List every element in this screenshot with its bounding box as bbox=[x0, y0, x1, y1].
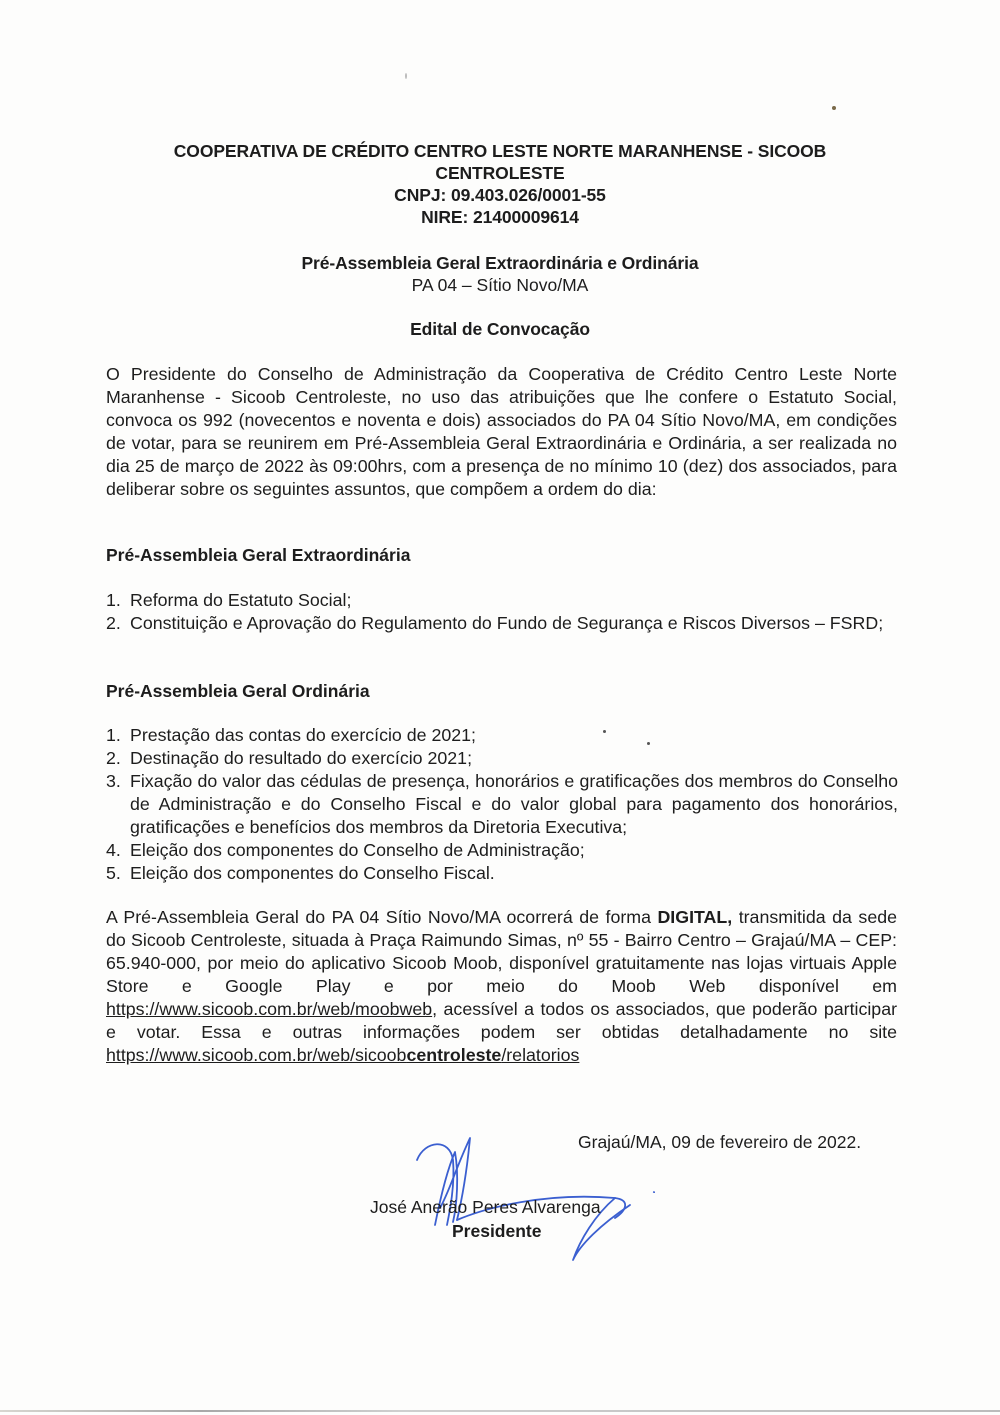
intro-paragraph: O Presidente do Conselho de Administração da Cooperativa de Crédito Centro Leste Norte Maranhense - Sicoob Centroleste, no uso das atribuições que lhe confere o Estatuto Social, convoca os 992 (novecentos e noventa e dois) associados do PA 04 Sítio Novo/MA, em condições de votar, para se reunirem em Pré-Assembleia Geral Extraordinária e Ordinária, a ser realizada no dia 25 de março de 2022 às 09:00hrs, com a presença de no mínimo 10 (dez) dos associados, para deliberar sobre os seguintes assuntos, que compõem a ordem do dia: bbox=[106, 364, 897, 499]
agenda-item: 3. Fixação do valor das cédulas de presença, honorários e gratificações dos membros do Conselho de Administração e do Conselho Fiscal e do valor global para pagamento dos honorários, gratificações e benefícios dos membros da Diretoria Executiva; bbox=[106, 771, 898, 837]
digital-emphasis: DIGITAL, bbox=[657, 907, 733, 927]
nire: NIRE: 21400009614 bbox=[421, 207, 579, 227]
organization-name-line2: CENTROLESTE bbox=[435, 163, 565, 183]
scan-speck bbox=[405, 73, 407, 79]
meeting-location: PA 04 – Sítio Novo/MA bbox=[411, 275, 589, 295]
cnpj: CNPJ: 09.403.026/0001-55 bbox=[394, 185, 606, 205]
meeting-title: Pré-Assembleia Geral Extraordinária e Ordinária bbox=[301, 253, 699, 273]
scan-speck bbox=[832, 106, 836, 110]
agenda-item: 1. Prestação das contas do exercício de 2021; bbox=[106, 725, 476, 745]
signer-role: Presidente bbox=[452, 1221, 542, 1241]
signer-name: José Anerão Peres Alvarenga bbox=[370, 1197, 601, 1217]
place-and-date: Grajaú/MA, 09 de fevereiro de 2022. bbox=[578, 1132, 862, 1152]
digital-meeting-paragraph: A Pré-Assembleia Geral do PA 04 Sítio Novo/MA ocorrerá de forma DIGITAL, transmitida da sede do Sicoob Centroleste, situada à Praça Raimundo Simas, nº 55 - Bairro Centro – Grajaú/MA – CEP: 65.940-000, por meio do aplicativo Sicoob Moob, disponível gratuitamente nas lojas virtuais Apple Store e Google Play e por meio do Moob Web disponível em https://www.sicoob.com.br/web/moobweb, acessível a todos os associados, que poderão participar e votar. Essa e outras informações podem ser obtidas detalhadamente no site https://www.sicoob.com.br/web/sicoobcentroleste/relatorios bbox=[106, 907, 897, 1065]
agenda-item: 2. Destinação do resultado do exercício 2021; bbox=[106, 748, 473, 768]
agenda-item: 4. Eleição dos componentes do Conselho de Administração; bbox=[106, 840, 585, 860]
ordinary-agenda-list bbox=[106, 724, 906, 885]
ordinary-section-title: Pré-Assembleia Geral Ordinária bbox=[106, 681, 370, 701]
agenda-item: 2. Constituição e Aprovação do Regulamento do Fundo de Segurança e Riscos Diversos – FSRD; bbox=[106, 613, 884, 633]
extraordinary-agenda-list bbox=[106, 589, 906, 635]
document-type-title: Edital de Convocação bbox=[410, 319, 590, 339]
moobweb-link[interactable]: https://www.sicoob.com.br/web/moobweb bbox=[106, 999, 433, 1019]
reports-link[interactable]: https://www.sicoob.com.br/web/sicoobcentroleste/relatorios bbox=[106, 1045, 580, 1065]
extraordinary-section-title: Pré-Assembleia Geral Extraordinária bbox=[106, 545, 411, 565]
scan-edge-line bbox=[0, 1410, 1000, 1412]
organization-name-line1: COOPERATIVA DE CRÉDITO CENTRO LESTE NORTE MARANHENSE - SICOOB bbox=[173, 141, 827, 161]
agenda-item: 1. Reforma do Estatuto Social; bbox=[106, 590, 352, 610]
agenda-item: 5. Eleição dos componentes do Conselho Fiscal. bbox=[106, 863, 495, 883]
